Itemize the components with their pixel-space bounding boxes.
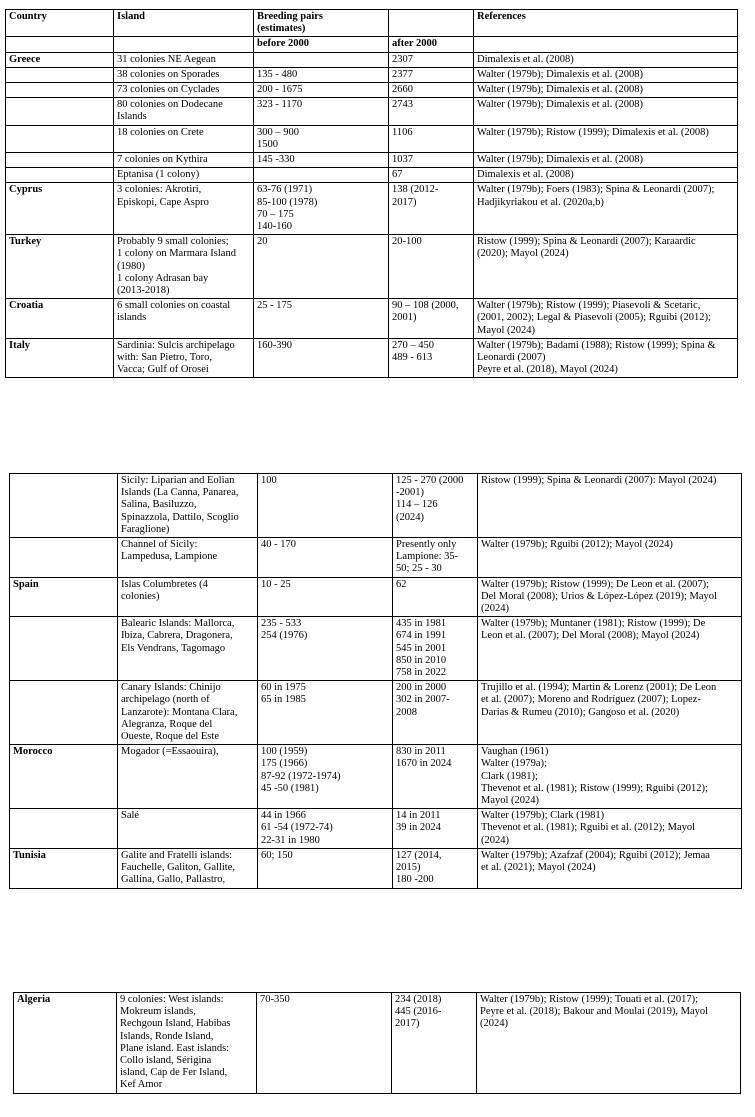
- after-2000-cell: 62: [393, 577, 478, 617]
- references-cell: Walter (1979b); Badami (1988); Ristow (1999); Spina & Leonardi (2007) Peyre et al. (2018), Mayol (2024): [474, 338, 738, 378]
- after-2000-cell: 138 (2012- 2017): [389, 183, 474, 235]
- after-2000-cell: 830 in 2011 1670 in 2024: [393, 745, 478, 809]
- after-2000-cell: 200 in 2000 302 in 2007- 2008: [393, 681, 478, 745]
- island-cell: Probably 9 small colonies; 1 colony on Marmara Island (1980) 1 colony Adrasan bay (2013-2018): [114, 235, 254, 299]
- table-body: [14, 993, 741, 1094]
- country-cell: Algeria: [14, 993, 117, 1094]
- island-cell: 6 small colonies on coastal islands: [114, 299, 254, 339]
- after-2000-cell: 1037: [389, 153, 474, 168]
- references-cell: Trujillo et al. (1994); Martin & Lorenz (2001); De Leon et al. (2007); Moreno and Rodríguez (2007); Lopez- Darias & Rumeu (2010); Gangoso et al. (2020): [478, 681, 742, 745]
- island-cell: 80 colonies on Dodecane Islands: [114, 98, 254, 125]
- table-row: [6, 235, 738, 299]
- after-2000-cell: 2377: [389, 67, 474, 82]
- table-body: [6, 52, 738, 378]
- island-cell: Channel of Sicily: Lampedusa, Lampione: [118, 538, 258, 578]
- references-cell: Walter (1979b); Ristow (1999); Piasevoli & Scetaric, (2001, 2002); Legal & Piasevoli (2005); Rguibi (2012); Mayol (2024): [474, 299, 738, 339]
- header-empty: [389, 10, 474, 37]
- country-cell: Cyprus: [6, 183, 114, 235]
- before-2000-cell: 60 in 1975 65 in 1985: [258, 681, 393, 745]
- header-breeding-pairs: Breeding pairs (estimates): [254, 10, 389, 37]
- country-cell: [10, 617, 118, 681]
- references-cell: Walter (1979b); Muntaner (1981); Ristow (1999); De Leon et al. (2007); Del Moral (2008); Mayol (2024): [478, 617, 742, 681]
- after-2000-cell: 125 - 270 (2000 -2001) 114 – 126 (2024): [393, 474, 478, 538]
- before-2000-cell: 200 - 1675: [254, 83, 389, 98]
- before-2000-cell: 20: [254, 235, 389, 299]
- subheader-after-2000: after 2000: [389, 37, 474, 52]
- header-references: References: [474, 10, 738, 37]
- references-cell: Walter (1979b); Dimalexis et al. (2008): [474, 98, 738, 125]
- before-2000-cell: 25 - 175: [254, 299, 389, 339]
- before-2000-cell: 323 - 1170: [254, 98, 389, 125]
- before-2000-cell: 135 - 480: [254, 67, 389, 82]
- country-cell: [10, 538, 118, 578]
- references-cell: Walter (1979b); Ristow (1999); Dimalexis et al. (2008): [474, 125, 738, 152]
- island-cell: Eptanisa (1 colony): [114, 168, 254, 183]
- before-2000-cell: 300 – 900 1500: [254, 125, 389, 152]
- header-island: Island: [114, 10, 254, 37]
- before-2000-cell: [254, 52, 389, 67]
- island-cell: Canary Islands: Chinijo archipelago (north of Lanzarote): Montana Clara, Alegranza, Roque del Oueste, Roque del Este: [118, 681, 258, 745]
- country-cell: [6, 125, 114, 152]
- subheader-row: [6, 37, 738, 52]
- before-2000-cell: 100: [258, 474, 393, 538]
- after-2000-cell: 270 – 450 489 - 613: [389, 338, 474, 378]
- island-cell: 31 colonies NE Aegean: [114, 52, 254, 67]
- country-cell: Tunisia: [10, 848, 118, 888]
- table-row: [10, 474, 742, 538]
- country-cell: Italy: [6, 338, 114, 378]
- before-2000-cell: 160-390: [254, 338, 389, 378]
- table-row: [6, 98, 738, 125]
- table-row: [10, 617, 742, 681]
- island-cell: Islas Columbretes (4 colonies): [118, 577, 258, 617]
- table-row: [6, 168, 738, 183]
- before-2000-cell: 70-350: [257, 993, 392, 1094]
- island-cell: Galite and Fratelli islands: Fauchelle, Galiton, Gallite, Gallina, Gallo, Pallastro,: [118, 848, 258, 888]
- table-body: [10, 474, 742, 889]
- header-country: Country: [6, 10, 114, 37]
- country-cell: Spain: [10, 577, 118, 617]
- after-2000-cell: 67: [389, 168, 474, 183]
- table-part-1: [5, 9, 738, 378]
- after-2000-cell: 20-100: [389, 235, 474, 299]
- references-cell: Walter (1979b); Ristow (1999); Touati et al. (2017); Peyre et al. (2018); Bakour and Moulai (2019), Mayol (2024): [477, 993, 741, 1094]
- island-cell: Sicily: Liparian and Eolian Islands (La Canna, Panarea, Salina, Basiluzzo, Spinazzola, Dattilo, Scoglio Faraglione): [118, 474, 258, 538]
- after-2000-cell: 435 in 1981 674 in 1991 545 in 2001 850 in 2010 758 in 2022: [393, 617, 478, 681]
- table-row: [6, 67, 738, 82]
- before-2000-cell: 100 (1959) 175 (1966) 87-92 (1972-1974) 45 -50 (1981): [258, 745, 393, 809]
- references-cell: Walter (1979b); Dimalexis et al. (2008): [474, 83, 738, 98]
- country-cell: [10, 681, 118, 745]
- country-cell: [6, 67, 114, 82]
- island-cell: 7 colonies on Kythira: [114, 153, 254, 168]
- after-2000-cell: 2307: [389, 52, 474, 67]
- subheader-empty: [474, 37, 738, 52]
- island-cell: 73 colonies on Cyclades: [114, 83, 254, 98]
- island-cell: Sardinia: Sulcis archipelago with: San Pietro, Toro, Vacca; Gulf of Orosei: [114, 338, 254, 378]
- after-2000-cell: 14 in 2011 39 in 2024: [393, 809, 478, 849]
- country-cell: [6, 153, 114, 168]
- island-cell: 3 colonies: Akrotiri, Episkopi, Cape Aspro: [114, 183, 254, 235]
- references-cell: Dimalexis et al. (2008): [474, 52, 738, 67]
- references-cell: Walter (1979b); Rguibi (2012); Mayol (2024): [478, 538, 742, 578]
- table-row: [14, 993, 741, 1094]
- country-cell: Turkey: [6, 235, 114, 299]
- country-cell: [10, 809, 118, 849]
- table-part-3: [13, 992, 741, 1094]
- before-2000-cell: [254, 168, 389, 183]
- references-cell: Dimalexis et al. (2008): [474, 168, 738, 183]
- before-2000-cell: 145 -330: [254, 153, 389, 168]
- table-part-2: [9, 473, 742, 889]
- before-2000-cell: 44 in 1966 61 -54 (1972-74) 22-31 in 1980: [258, 809, 393, 849]
- references-cell: Walter (1979b); Dimalexis et al. (2008): [474, 153, 738, 168]
- country-cell: Morocco: [10, 745, 118, 809]
- table-row: [6, 83, 738, 98]
- after-2000-cell: 1106: [389, 125, 474, 152]
- country-cell: Greece: [6, 52, 114, 67]
- country-cell: [6, 98, 114, 125]
- references-cell: Ristow (1999); Spina & Leonardi (2007); Karaardic (2020); Mayol (2024): [474, 235, 738, 299]
- island-cell: 38 colonies on Sporades: [114, 67, 254, 82]
- after-2000-cell: 2743: [389, 98, 474, 125]
- before-2000-cell: 10 - 25: [258, 577, 393, 617]
- references-cell: Walter (1979b); Clark (1981) Thevenot et al. (1981); Rguibi et al. (2012); Mayol (2024): [478, 809, 742, 849]
- before-2000-cell: 40 - 170: [258, 538, 393, 578]
- country-cell: [6, 168, 114, 183]
- island-cell: Salé: [118, 809, 258, 849]
- table-row: [6, 183, 738, 235]
- references-cell: Walter (1979b); Dimalexis et al. (2008): [474, 67, 738, 82]
- references-cell: Walter (1979b); Azafzaf (2004); Rguibi (2012); Jemaa et al. (2021); Mayol (2024): [478, 848, 742, 888]
- header-row: [6, 10, 738, 37]
- references-cell: Ristow (1999); Spina & Leonardi (2007): Mayol (2024): [478, 474, 742, 538]
- after-2000-cell: 234 (2018) 445 (2016- 2017): [392, 993, 477, 1094]
- table-row: [6, 52, 738, 67]
- table-row: [6, 338, 738, 378]
- table-row: [6, 153, 738, 168]
- table-row: [6, 299, 738, 339]
- table-row: [6, 125, 738, 152]
- island-cell: 18 colonies on Crete: [114, 125, 254, 152]
- table-row: [10, 745, 742, 809]
- country-cell: [6, 83, 114, 98]
- after-2000-cell: 2660: [389, 83, 474, 98]
- before-2000-cell: 235 - 533 254 (1976): [258, 617, 393, 681]
- subheader-before-2000: before 2000: [254, 37, 389, 52]
- table-row: [10, 681, 742, 745]
- table-row: [10, 538, 742, 578]
- table-row: [10, 577, 742, 617]
- subheader-empty: [114, 37, 254, 52]
- island-cell: Mogador (=Essaouira),: [118, 745, 258, 809]
- before-2000-cell: 63-76 (1971) 85-100 (1978) 70 – 175 140-160: [254, 183, 389, 235]
- references-cell: Walter (1979b); Ristow (1999); De Leon et al. (2007); Del Moral (2008); Urios & López-López (2019); Mayol (2024): [478, 577, 742, 617]
- after-2000-cell: 127 (2014, 2015) 180 -200: [393, 848, 478, 888]
- island-cell: Balearic Islands: Mallorca, Ibiza, Cabrera, Dragonera, Els Vendrans, Tagomago: [118, 617, 258, 681]
- table-row: [10, 848, 742, 888]
- subheader-empty: [6, 37, 114, 52]
- island-cell: 9 colonies: West islands: Mokreum islands, Rechgoun Island, Habibas Islands, Ronde Island, Plane island. East islands: Collo island, Sérigina island, Cap de Fer Island, Kef Amor: [117, 993, 257, 1094]
- after-2000-cell: Presently only Lampione: 35- 50; 25 - 30: [393, 538, 478, 578]
- references-cell: Walter (1979b); Foers (1983); Spina & Leonardi (2007); Hadjikyriakou et al. (2020a,b): [474, 183, 738, 235]
- before-2000-cell: 60; 150: [258, 848, 393, 888]
- references-cell: Vaughan (1961) Walter (1979a); Clark (1981); Thevenot et al. (1981); Ristow (1999); Rguibi (2012); Mayol (2024): [478, 745, 742, 809]
- country-cell: Croatia: [6, 299, 114, 339]
- table-row: [10, 809, 742, 849]
- country-cell: [10, 474, 118, 538]
- after-2000-cell: 90 – 108 (2000, 2001): [389, 299, 474, 339]
